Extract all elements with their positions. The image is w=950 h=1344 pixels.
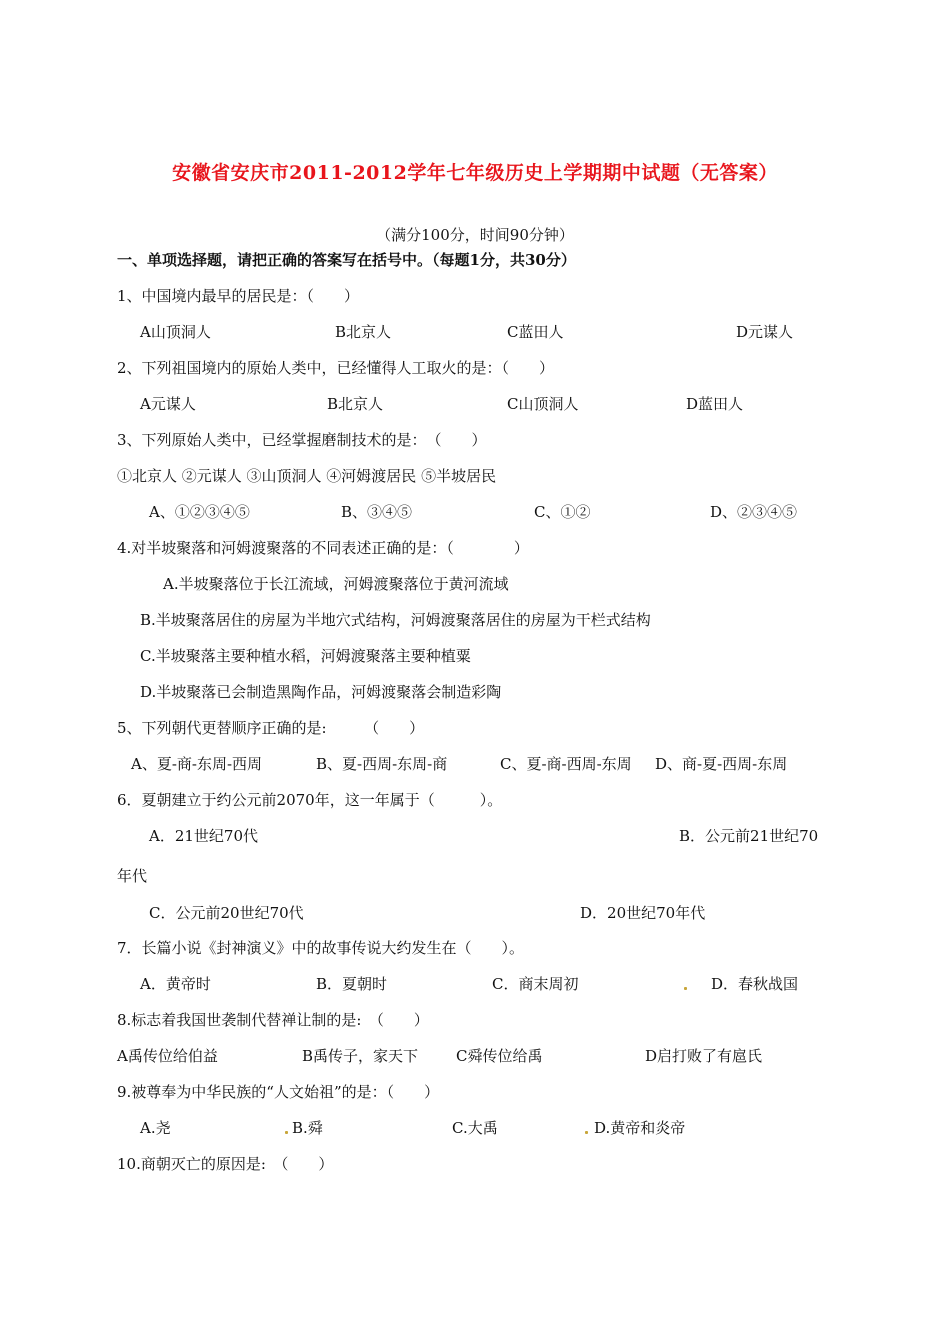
question-4-stem: 4.对半坡聚落和河姆渡聚落的不同表述正确的是：（ ）	[117, 539, 529, 557]
exam-title: 安徽省安庆市2011-2012学年七年级历史上学期期中试题（无答案）	[172, 162, 778, 184]
question-5-option-c: C、夏-商-西周-东周	[500, 755, 632, 773]
section-heading: 一、单项选择题，请把正确的答案写在括号中。（每题1分，共30分）	[117, 251, 576, 269]
question-5-stem: 5、下列朝代更替顺序正确的是: （ ）	[117, 719, 425, 737]
question-7-option-a: A．黄帝时	[140, 975, 211, 993]
question-7-option-c: C．商末周初	[492, 975, 579, 993]
question-7-option-b: B．夏朝时	[316, 975, 388, 993]
question-6-option-d: D．20世纪70年代	[580, 904, 706, 922]
question-4-option-b: B.半坡聚落居住的房屋为半地穴式结构，河姆渡聚落居住的房屋为干栏式结构	[140, 611, 651, 629]
question-5-option-b: B、夏-西周-东周-商	[316, 755, 448, 773]
print-speck	[585, 1131, 588, 1134]
question-1-option-d: D元谋人	[736, 323, 794, 341]
question-6-stem: 6．夏朝建立于约公元前2070年，这一年属于（ ）。	[117, 791, 503, 809]
question-6-option-a: A．21世纪70代	[149, 827, 259, 845]
question-4-option-d: D.半坡聚落已会制造黑陶作品，河姆渡聚落会制造彩陶	[140, 683, 502, 701]
question-7-stem: 7．长篇小说《封神演义》中的故事传说大约发生在（ ）。	[117, 939, 525, 957]
question-1-stem: 1、中国境内最早的居民是：（ ）	[117, 287, 360, 305]
question-3-option-d: D、②③④⑤	[710, 503, 798, 521]
question-2-option-a: A元谋人	[140, 395, 196, 413]
question-3-option-c: C、①②	[534, 503, 591, 521]
question-5-option-d: D、商-夏-西周-东周	[655, 755, 788, 773]
question-3-choices-list: ①北京人 ②元谋人 ③山顶洞人 ④河姆渡居民 ⑤半坡居民	[117, 467, 497, 485]
question-7-option-d: D．春秋战国	[711, 975, 799, 993]
question-2-option-c: C山顶洞人	[507, 395, 579, 413]
question-9-stem: 9.被尊奉为中华民族的“人文始祖”的是：（ ）	[117, 1083, 440, 1101]
question-9-option-d: D.黄帝和炎帝	[594, 1119, 686, 1137]
exam-subtitle: （满分100分，时间90分钟）	[376, 226, 574, 244]
question-9-option-a: A.尧	[140, 1119, 171, 1137]
question-6-option-b: B．公元前21世纪70	[679, 827, 819, 845]
question-8-option-d: D启打败了有扈氏	[645, 1047, 763, 1065]
question-6-option-c: C．公元前20世纪70代	[149, 904, 304, 922]
question-8-option-a: A禹传位给伯益	[117, 1047, 218, 1065]
question-3-option-b: B、③④⑤	[341, 503, 413, 521]
question-8-stem: 8.标志着我国世袭制代替禅让制的是: （ ）	[117, 1011, 429, 1029]
question-10-stem: 10.商朝灭亡的原因是: （ ）	[117, 1155, 334, 1173]
question-4-option-a: A.半坡聚落位于长江流域，河姆渡聚落位于黄河流域	[163, 575, 509, 593]
question-3-stem: 3、下列原始人类中，已经掌握磨制技术的是： （ ）	[117, 431, 487, 449]
question-3-option-a: A、①②③④⑤	[149, 503, 250, 521]
question-8-option-b: B禹传子，家天下	[302, 1047, 419, 1065]
question-2-stem: 2、下列祖国境内的原始人类中，已经懂得人工取火的是：（ ）	[117, 359, 555, 377]
question-5-option-a: A、夏-商-东周-西周	[131, 755, 263, 773]
question-1-option-c: C蓝田人	[507, 323, 564, 341]
question-2-option-b: B北京人	[327, 395, 384, 413]
question-1-option-a: A山顶洞人	[140, 323, 211, 341]
question-2-option-d: D蓝田人	[686, 395, 744, 413]
question-9-option-c: C.大禹	[452, 1119, 498, 1137]
question-6-option-b-wrap: 年代	[117, 867, 148, 885]
question-4-option-c: C.半坡聚落主要种植水稻，河姆渡聚落主要种植粟	[140, 647, 471, 665]
print-speck	[684, 987, 687, 990]
question-9-option-b: B.舜	[292, 1119, 323, 1137]
question-1-option-b: B北京人	[335, 323, 392, 341]
question-8-option-c: C舜传位给禹	[456, 1047, 543, 1065]
print-speck	[285, 1131, 288, 1134]
